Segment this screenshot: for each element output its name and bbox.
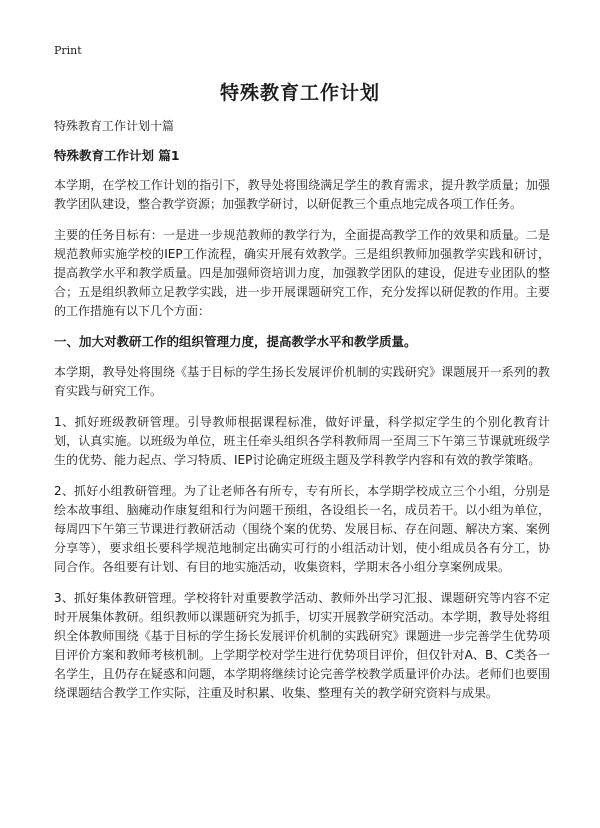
paragraph-class-research: 1、抓好班级教研管理。引导教师根据课程标准，做好评量，科学拟定学生的个别化教育计划，认真实施。以班级为单位，班主任牵头组织各学科教师周一至周三下午第三节课就班级学生的优势、能力起点、学习特质、IEP讨论确定班级主题及学科教学内容和有效的教学策略。 <box>54 415 550 467</box>
paragraph-goals: 主要的任务目标有：一是进一步规范教师的教学行为，全面提高教学工作的效果和质量。二是规范教师实施学校的IEP工作流程，确实开展有效教学。三是组织教师加强教学实践和研讨，提高教学水平和教学质量。四是加强师资培训力度，加强教学团队的建设，促进专业团队的整合；五是组织教师立足教学实践，进一步开展课题研究工作，充分发挥以研促教的作用。主要的工作措施有以下几个方面： <box>54 228 550 318</box>
paragraph-research-project: 本学期，教导处将围绕《基于目标的学生扬长发展评价机制的实践研究》课题展开一系列的教育实践与研究工作。 <box>54 365 550 398</box>
document-subtitle: 特殊教育工作计划十篇 <box>54 119 175 133</box>
document-title: 特殊教育工作计划 <box>219 82 380 104</box>
paragraph-group-research: 2、抓好小组教研管理。为了让老师各有所专，专有所长，本学期学校成立三个小组，分别是绘本故事组、脑瘫动作康复组和行为问题干预组，各设组长一名，成员若干。以小组为单位，每周四下午第三节课进行教研活动（围绕个案的优势、发展目标、存在问题、解决方案、案例分享等），要求组长要科学规范地制定出确实可行的小组活动计划，使小组成员各有分工，协同合作。各组要有计划、有目的地实施活动，收集资料，学期末各小组分享案例成果。 <box>54 484 550 574</box>
subheading-teaching-research: 一、加大对教研工作的组织管理力度，提高教学水平和教学质量。 <box>54 334 417 349</box>
section-heading: 特殊教育工作计划 篇1 <box>54 148 180 163</box>
document-body <box>54 118 550 715</box>
paragraph-intro: 本学期，在学校工作计划的指引下，教导处将围绕满足学生的教育需求，提升教学质量；加强教学团队建设，整合教学资源；加强教学研讨，以研促教三个重点地完成各项工作任务。 <box>54 178 550 211</box>
print-link[interactable]: Print <box>54 44 82 57</box>
paragraph-collective-research: 3、抓好集体教研管理。学校将针对重要教学活动、教师外出学习汇报、课题研究等内容不定时开展集体教研。组织教师以课题研究为抓手，切实开展教学研究活动。本学期，教导处将组织全体教师围绕《基于目标的学生扬长发展评价机制的实践研究》课题进一步完善学生优势项目评价方案和教师考核机制。上学期学校对学生进行优势项目评价，但仅针对A、B、C类各一名学生，且仍存在疑惑和问题，本学期将继续讨论完善学校教学质量评价办法。老师们也要围绕课题结合教学工作实际，注重及时积累、收集、整理有关的教学研究资料与成果。 <box>54 591 550 700</box>
